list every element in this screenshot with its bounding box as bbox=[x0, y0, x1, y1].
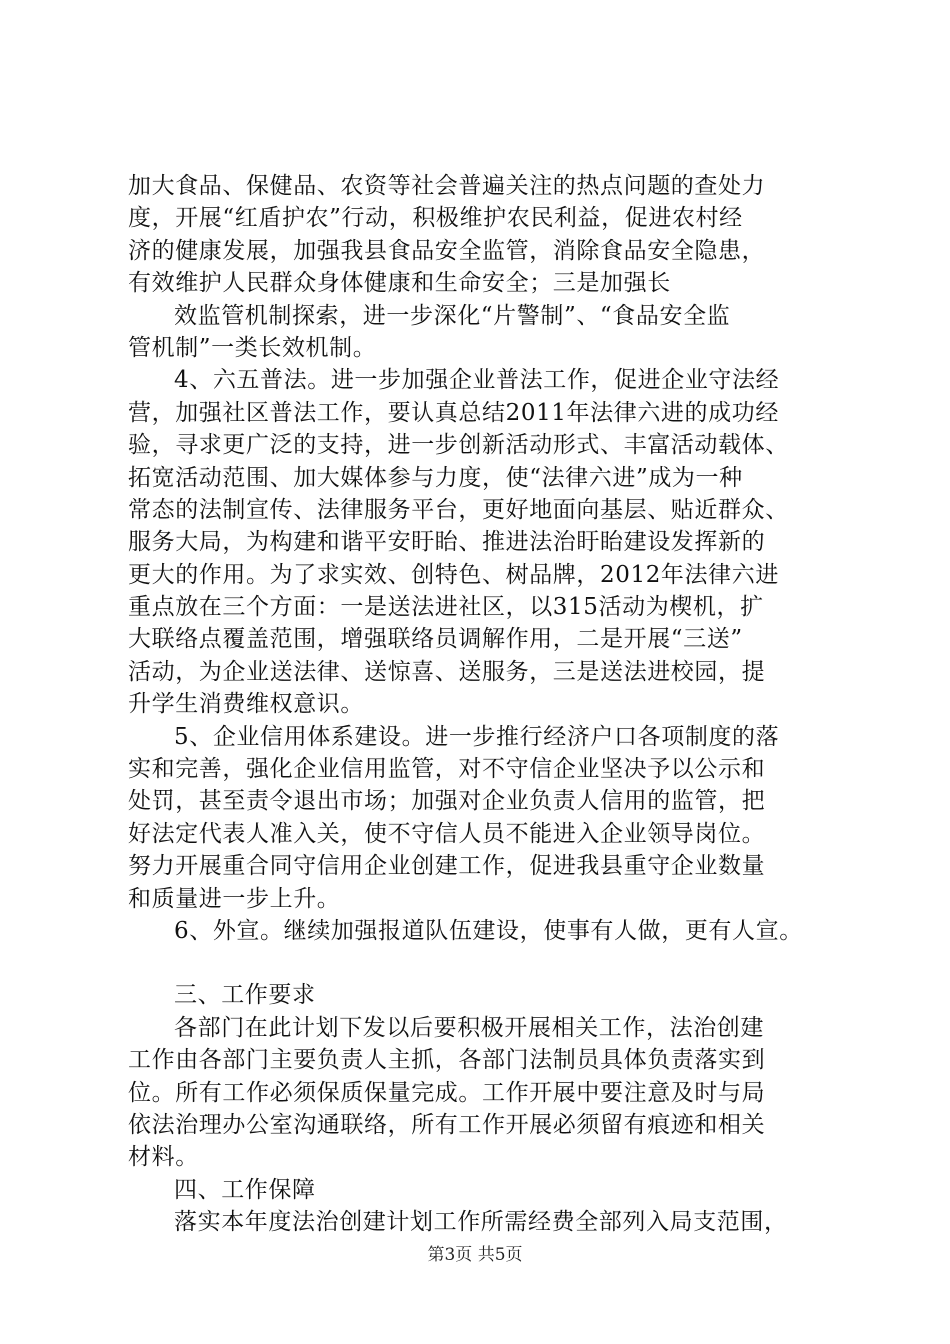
text-line: 和质量进一步上升。 bbox=[128, 885, 341, 912]
text-line: 拓宽活动范围、加大媒体参与力度，使“法律六进”成为一种 bbox=[128, 464, 743, 491]
text-line: 常态的法制宣传、法律服务平台，更好地面向基层、贴近群众、 bbox=[128, 496, 789, 523]
text-line: 落实本年度法治创建计划工作所需经费全部列入局支范围， bbox=[174, 1209, 788, 1236]
text-line: 好法定代表人准入关，使不守信人员不能进入企业领导岗位。 bbox=[128, 820, 766, 847]
section-heading-work-guarantee: 四、工作保障 bbox=[174, 1176, 316, 1203]
text-line: 效监管机制探索，进一步深化“片警制”、“食品安全监 bbox=[174, 302, 731, 329]
text-line: 更大的作用。为了求实效、创特色、树品牌，2012年法律六进 bbox=[128, 561, 779, 588]
text-line: 位。所有工作必须保质保量完成。工作开展中要注意及时与局 bbox=[128, 1079, 766, 1106]
section-4-heading-line: 4、六五普法。进一步加强企业普法工作，促进企业守法经 bbox=[174, 367, 780, 394]
text-line: 服务大局，为构建和谐平安盱眙、推进法治盱眙建设发挥新的 bbox=[128, 529, 766, 556]
text-line: 营，加强社区普法工作，要认真总结2011年法律六进的成功经 bbox=[128, 399, 779, 426]
text-line: 努力开展重合同守信用企业创建工作，促进我县重守企业数量 bbox=[128, 853, 766, 880]
text-line: 验，寻求更广泛的支持，进一步创新活动形式、丰富活动载体、 bbox=[128, 432, 789, 459]
section-heading-work-requirements: 三、工作要求 bbox=[174, 982, 316, 1009]
text-line: 活动，为企业送法律、送惊喜、送服务，三是送法进校园，提 bbox=[128, 658, 766, 685]
section-5-heading-line: 5、企业信用体系建设。进一步推行经济户口各项制度的落 bbox=[174, 723, 780, 750]
text-line: 各部门在此计划下发以后要积极开展相关工作，法治创建 bbox=[174, 1014, 764, 1041]
text-line: 加大食品、保健品、农资等社会普遍关注的热点问题的查处力 bbox=[128, 173, 766, 199]
section-6-heading-line: 6、外宣。继续加强报道队伍建设，使事有人做，更有人宣。 bbox=[174, 917, 803, 944]
text-line: 工作由各部门主要负责人主抓，各部门法制员具体负责落实到 bbox=[128, 1047, 766, 1074]
text-line: 依法治理办公室沟通联络，所有工作开展必须留有痕迹和相关 bbox=[128, 1111, 766, 1138]
text-line: 材料。 bbox=[128, 1144, 199, 1171]
page-footer: 第3页 共5页 bbox=[427, 1245, 523, 1265]
text-line: 有效维护人民群众身体健康和生命安全；三是加强长 bbox=[128, 270, 671, 297]
text-line: 济的健康发展，加强我县食品安全监管，消除食品安全隐患， bbox=[128, 237, 766, 264]
text-line: 实和完善，强化企业信用监管，对不守信企业坚决予以公示和 bbox=[128, 756, 766, 783]
text-line: 大联络点覆盖范围，增强联络员调解作用，二是开展“三送” bbox=[128, 626, 743, 653]
text-line: 度，开展“红盾护农”行动，积极维护农民利益，促进农村经 bbox=[128, 205, 743, 232]
text-line: 管机制”一类长效机制。 bbox=[128, 334, 377, 361]
text-line: 处罚，甚至责令退出市场；加强对企业负责人信用的监管，把 bbox=[128, 788, 766, 815]
document-body bbox=[128, 170, 848, 1239]
text-line: 重点放在三个方面：一是送法进社区，以315活动为楔机，扩 bbox=[128, 594, 764, 621]
text-line: 升学生消费维权意识。 bbox=[128, 691, 364, 718]
paragraph-gap bbox=[128, 947, 848, 979]
